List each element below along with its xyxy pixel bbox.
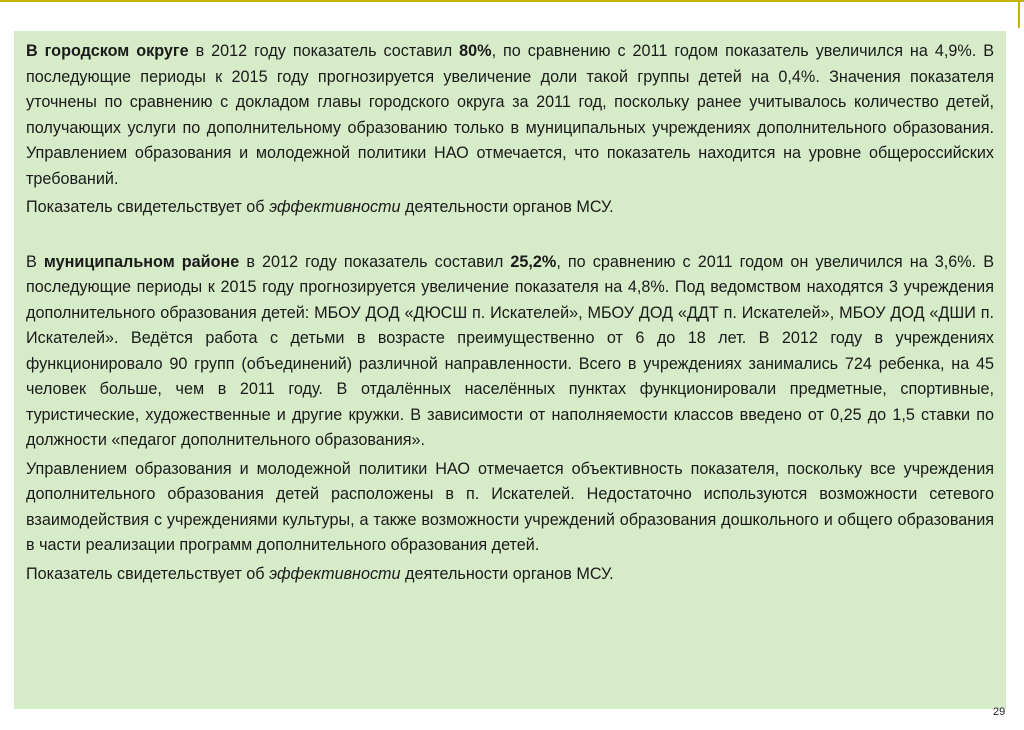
municipal-text-0: В [26, 252, 44, 271]
municipal-value: 25,2% [510, 252, 557, 271]
paragraph-municipal-district [26, 250, 994, 454]
municipal-conclusion-text-2: деятельности органов МСУ. [400, 564, 614, 583]
text-panel [14, 31, 1006, 709]
urban-value: 80% [459, 42, 492, 60]
urban-district-label: В городском округе [26, 42, 189, 60]
corner-divider [1018, 0, 1020, 28]
urban-conclusion-emphasis: эффективности [269, 198, 401, 216]
urban-conclusion-text-2: деятельности органов МСУ. [400, 198, 614, 216]
urban-text-2: , по сравнению с 2011 годом показатель увеличился на 4,9%. В последующие периоды к 2015 году прогнозируется увеличение доли такой группы детей на 0,4%. Значения показателя уточнены по сравнению с докладом главы городского округа за 2011 год, поскольку ранее учитывалось количество детей, получающих услуги по дополнительному образованию только в муниципальных учреждениях дополнительного образования. Управлением образования и молодежной политики НАО отмечается, что показатель находится на уровне общероссийских требований. [26, 42, 994, 188]
page-number: 29 [993, 706, 1006, 718]
paragraph-urban-conclusion [26, 195, 994, 221]
urban-text-1: в 2012 году показатель составил [188, 42, 460, 60]
municipal-assessment-text: Управлением образования и молодежной политики НАО отмечается объективность показателя, поскольку все учреждения дополнительного образования детей расположены в п. Искателей. Недостаточно используются возможности сетевого взаимодействия с учреждениями культуры, а также возможности учреждений образования дошкольного и общего образования в части реализации программ дополнительного образования детей. [26, 459, 994, 554]
spacer [26, 221, 994, 250]
paragraph-municipal-conclusion [26, 562, 994, 588]
municipal-text-2: , по сравнению с 2011 годом он увеличился на 3,6%. В последующие периоды к 2015 году прогнозируется увеличение показателя на 4,8%. Под ведомством находятся 3 учреждения дополнительного образования детей: МБОУ ДОД «ДЮСШ п. Искателей», МБОУ ДОД «ДДТ п. Искателей», МБОУ ДОД «ДШИ п. Искателей». Ведётся работа с детьми в возрасте преимущественно от 6 до 18 лет. В 2012 году в учреждениях функционировало 90 групп (объединений) различной направленности. Всего в учреждениях занимались 724 ребенка, на 45 человек больше, чем в 2011 году. В отдалённых населённых пунктах функционировали предметные, спортивные, туристические, художественные и другие кружки. В зависимости от наполняемости классов введено от 0,25 до 1,5 ставки по должности «педагог дополнительного образования». [26, 252, 995, 449]
urban-conclusion-text-1: Показатель свидетельствует об [26, 198, 270, 216]
top-divider [0, 0, 1024, 2]
paragraph-municipal-assessment [26, 457, 994, 559]
municipal-district-label: муниципальном районе [43, 252, 240, 271]
paragraph-urban-district [26, 39, 994, 192]
municipal-text-1: в 2012 году показатель составил [239, 252, 511, 271]
municipal-conclusion-text-1: Показатель свидетельствует об [26, 564, 270, 583]
municipal-conclusion-emphasis: эффективности [269, 564, 401, 583]
